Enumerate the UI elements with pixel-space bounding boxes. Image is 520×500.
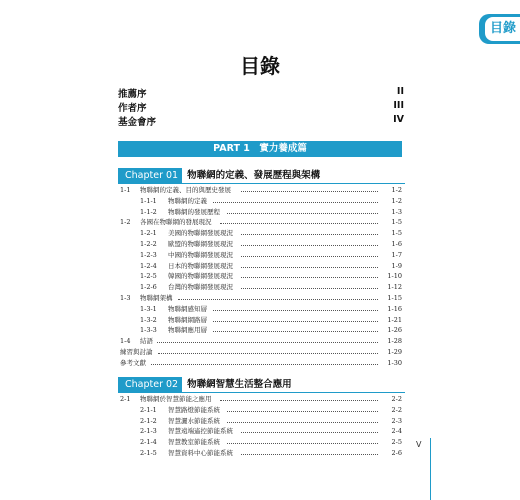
toc-entry-title: 智慧遠端遙控節能系統 <box>168 427 233 436</box>
toc-entry[interactable] <box>118 196 402 207</box>
toc-entry[interactable] <box>118 325 402 336</box>
dot-leader <box>151 364 378 365</box>
toc-entry-page: 1-6 <box>391 240 402 248</box>
toc-entry-page: 2-2 <box>391 395 402 403</box>
toc-entry-title: 物聯網的定義 <box>168 196 207 205</box>
chapter-badge: Chapter 01 <box>121 168 182 183</box>
dot-leader <box>157 342 378 343</box>
front-matter-item[interactable] <box>118 86 404 100</box>
toc-entry-title: 物聯網網路層 <box>168 315 207 324</box>
toc-entry-number: 1-3-1 <box>140 304 157 313</box>
dot-leader <box>241 432 378 433</box>
chapter-title: 物聯網智慧生活整合應用 <box>187 379 292 390</box>
toc-entry-number: 1-2-5 <box>140 272 157 281</box>
toc-entry-number: 1-3-2 <box>140 315 157 324</box>
dot-leader <box>227 443 378 444</box>
toc-entry-number: 1-3-3 <box>140 326 157 335</box>
toc-entry-number: 1-2-6 <box>140 283 157 292</box>
toc-entry-page: 1-28 <box>387 337 402 346</box>
dot-leader <box>227 422 378 423</box>
part-heading: PART 1 實力養成篇 <box>118 141 402 157</box>
toc-entry-page: 1-16 <box>387 304 402 313</box>
toc-entry-page: 1-7 <box>391 250 402 259</box>
toc-entry-title: 物聯網感知層 <box>168 304 207 313</box>
toc-entry[interactable] <box>118 271 402 282</box>
toc-entry[interactable] <box>118 261 402 272</box>
toc-entry[interactable] <box>118 239 402 250</box>
page-number: V <box>416 440 422 449</box>
front-matter-page: IV <box>393 114 404 125</box>
toc-entry-page: 1-2 <box>391 186 402 194</box>
toc-entry-number: 1-1-1 <box>140 196 157 205</box>
toc-entry-page: 1-3 <box>391 207 402 216</box>
toc-entry-page: 1-5 <box>391 229 402 238</box>
toc-entry-page: 2-4 <box>391 427 402 436</box>
toc-entry-number: 1-1 <box>120 186 131 194</box>
dot-leader <box>220 400 378 401</box>
toc-entry[interactable] <box>118 228 402 239</box>
toc-entry-page: 2-5 <box>391 438 402 447</box>
toc-entry-title: 物聯網於智慧節能之應用 <box>140 395 212 403</box>
dot-leader <box>241 277 378 278</box>
toc-entry-number: 2-1-3 <box>140 427 157 436</box>
toc-entry-number: 2-1-2 <box>140 416 157 425</box>
dot-leader <box>241 191 378 192</box>
toc-entry-number: 1-2 <box>120 218 131 227</box>
toc-entry[interactable] <box>118 250 402 261</box>
toc-entry-page: 1-10 <box>387 272 402 281</box>
toc-entry[interactable] <box>118 347 402 358</box>
toc-entry-title: 台灣的物聯網發展現況 <box>168 283 233 292</box>
toc-entry-page: 1-26 <box>387 326 402 335</box>
toc-entry[interactable] <box>118 405 402 416</box>
section-tab <box>479 14 520 44</box>
chapter-title: 物聯網的定義、發展歷程與架構 <box>187 170 321 181</box>
toc-entry[interactable] <box>118 293 402 304</box>
section-tab-label: 目錄 <box>485 17 520 41</box>
toc-entry-number: 2-1-4 <box>140 438 157 447</box>
dot-leader <box>241 267 378 268</box>
front-matter-page: III <box>393 100 404 111</box>
toc-entry-title: 智慧教室節能系統 <box>168 438 220 447</box>
dot-leader <box>241 234 378 235</box>
dot-leader <box>213 331 378 332</box>
toc-entry[interactable] <box>118 448 402 459</box>
dot-leader <box>241 454 378 455</box>
dot-leader <box>213 202 378 203</box>
toc-entry-title: 物聯網架構 <box>140 294 173 302</box>
toc-entry-title: 中國的物聯網發展現況 <box>168 250 233 259</box>
toc-entry-title: 練習與討論 <box>120 348 153 356</box>
page-title: 目錄 <box>240 54 280 78</box>
toc-entry-title: 物聯網應用層 <box>168 326 207 335</box>
toc-entry-page: 2-3 <box>391 416 402 425</box>
toc-entry-title: 歐盟的物聯網發展現況 <box>168 240 233 248</box>
toc-entry-title: 智慧路燈節能系統 <box>168 405 220 414</box>
toc-entry-title: 各國在物聯網的發展現況 <box>140 218 212 227</box>
toc-entry-number: 1-3 <box>120 294 131 302</box>
toc-entry-number: 1-2-1 <box>140 229 157 238</box>
toc-entry[interactable] <box>118 207 402 218</box>
dot-leader <box>227 411 378 412</box>
toc-entry[interactable] <box>118 416 402 427</box>
chapter-badge: Chapter 02 <box>121 377 182 392</box>
toc-entry[interactable] <box>118 336 402 347</box>
front-matter-label: 推薦序 <box>118 89 147 100</box>
dot-leader <box>213 310 378 311</box>
dot-leader <box>241 256 378 257</box>
toc-entry-title: 智慧灑水節能系統 <box>168 416 220 425</box>
toc-entry[interactable] <box>118 217 402 228</box>
toc-entry[interactable] <box>118 185 402 196</box>
toc-entry[interactable] <box>118 394 402 405</box>
toc-entry-page: 1-15 <box>387 294 402 302</box>
toc-entry-title: 日本的物聯網發展現況 <box>168 261 233 270</box>
front-matter-page: II <box>396 86 404 97</box>
toc-entry-page: 1-12 <box>387 283 402 292</box>
toc-entry-title: 物聯網的發展歷程 <box>168 207 220 216</box>
dot-leader <box>178 299 378 300</box>
toc-entry-title: 物聯網的定義、目的與歷史發展 <box>140 186 231 194</box>
toc-entry[interactable] <box>118 437 402 448</box>
toc-entry-title: 智慧資料中心節能系統 <box>168 449 233 457</box>
dot-leader <box>158 353 378 354</box>
toc-entry-title: 韓國的物聯網發展現況 <box>168 272 233 281</box>
chapter-heading[interactable] <box>118 377 405 393</box>
toc-entry-number: 1-2-4 <box>140 261 157 270</box>
toc-entry-page: 1-9 <box>391 261 402 270</box>
dot-leader <box>227 213 378 214</box>
dot-leader <box>220 223 378 224</box>
toc-entry[interactable] <box>118 282 402 293</box>
toc-entry-title: 美國的物聯網發展現況 <box>168 229 233 238</box>
dot-leader <box>241 288 378 289</box>
chapter-heading[interactable] <box>118 168 405 184</box>
toc-entry[interactable] <box>118 315 402 326</box>
toc-entry-number: 1-4 <box>120 337 131 346</box>
toc-entry[interactable] <box>118 304 402 315</box>
dot-leader <box>213 321 378 322</box>
toc-entry-page: 2-6 <box>391 449 402 457</box>
toc-entry-page: 1-2 <box>391 196 402 205</box>
toc-entry[interactable] <box>118 426 402 437</box>
toc-entry-page: 2-2 <box>391 405 402 414</box>
toc-entry-number: 2-1-1 <box>140 405 157 414</box>
toc-entry-page: 1-30 <box>387 358 402 367</box>
toc-entry-title: 結語 <box>140 337 153 346</box>
toc-entry-title: 參考文獻 <box>120 358 146 367</box>
toc-entry-number: 2-1 <box>120 395 131 403</box>
front-matter-label: 作者序 <box>118 103 147 114</box>
toc-entry[interactable] <box>118 358 402 369</box>
front-matter-item[interactable] <box>118 114 404 128</box>
toc-entry-number: 2-1-5 <box>140 449 157 457</box>
toc-entry-number: 1-1-2 <box>140 207 157 216</box>
toc-entry-page: 1-21 <box>387 315 402 324</box>
toc-entry-page: 1-5 <box>391 218 402 227</box>
toc-entry-number: 1-2-2 <box>140 240 157 248</box>
toc-entry-page: 1-29 <box>387 348 402 356</box>
front-matter-item[interactable] <box>118 100 404 114</box>
margin-rule <box>430 438 431 500</box>
dot-leader <box>241 245 378 246</box>
toc-entry-number: 1-2-3 <box>140 250 157 259</box>
front-matter-label: 基金會序 <box>118 117 157 128</box>
